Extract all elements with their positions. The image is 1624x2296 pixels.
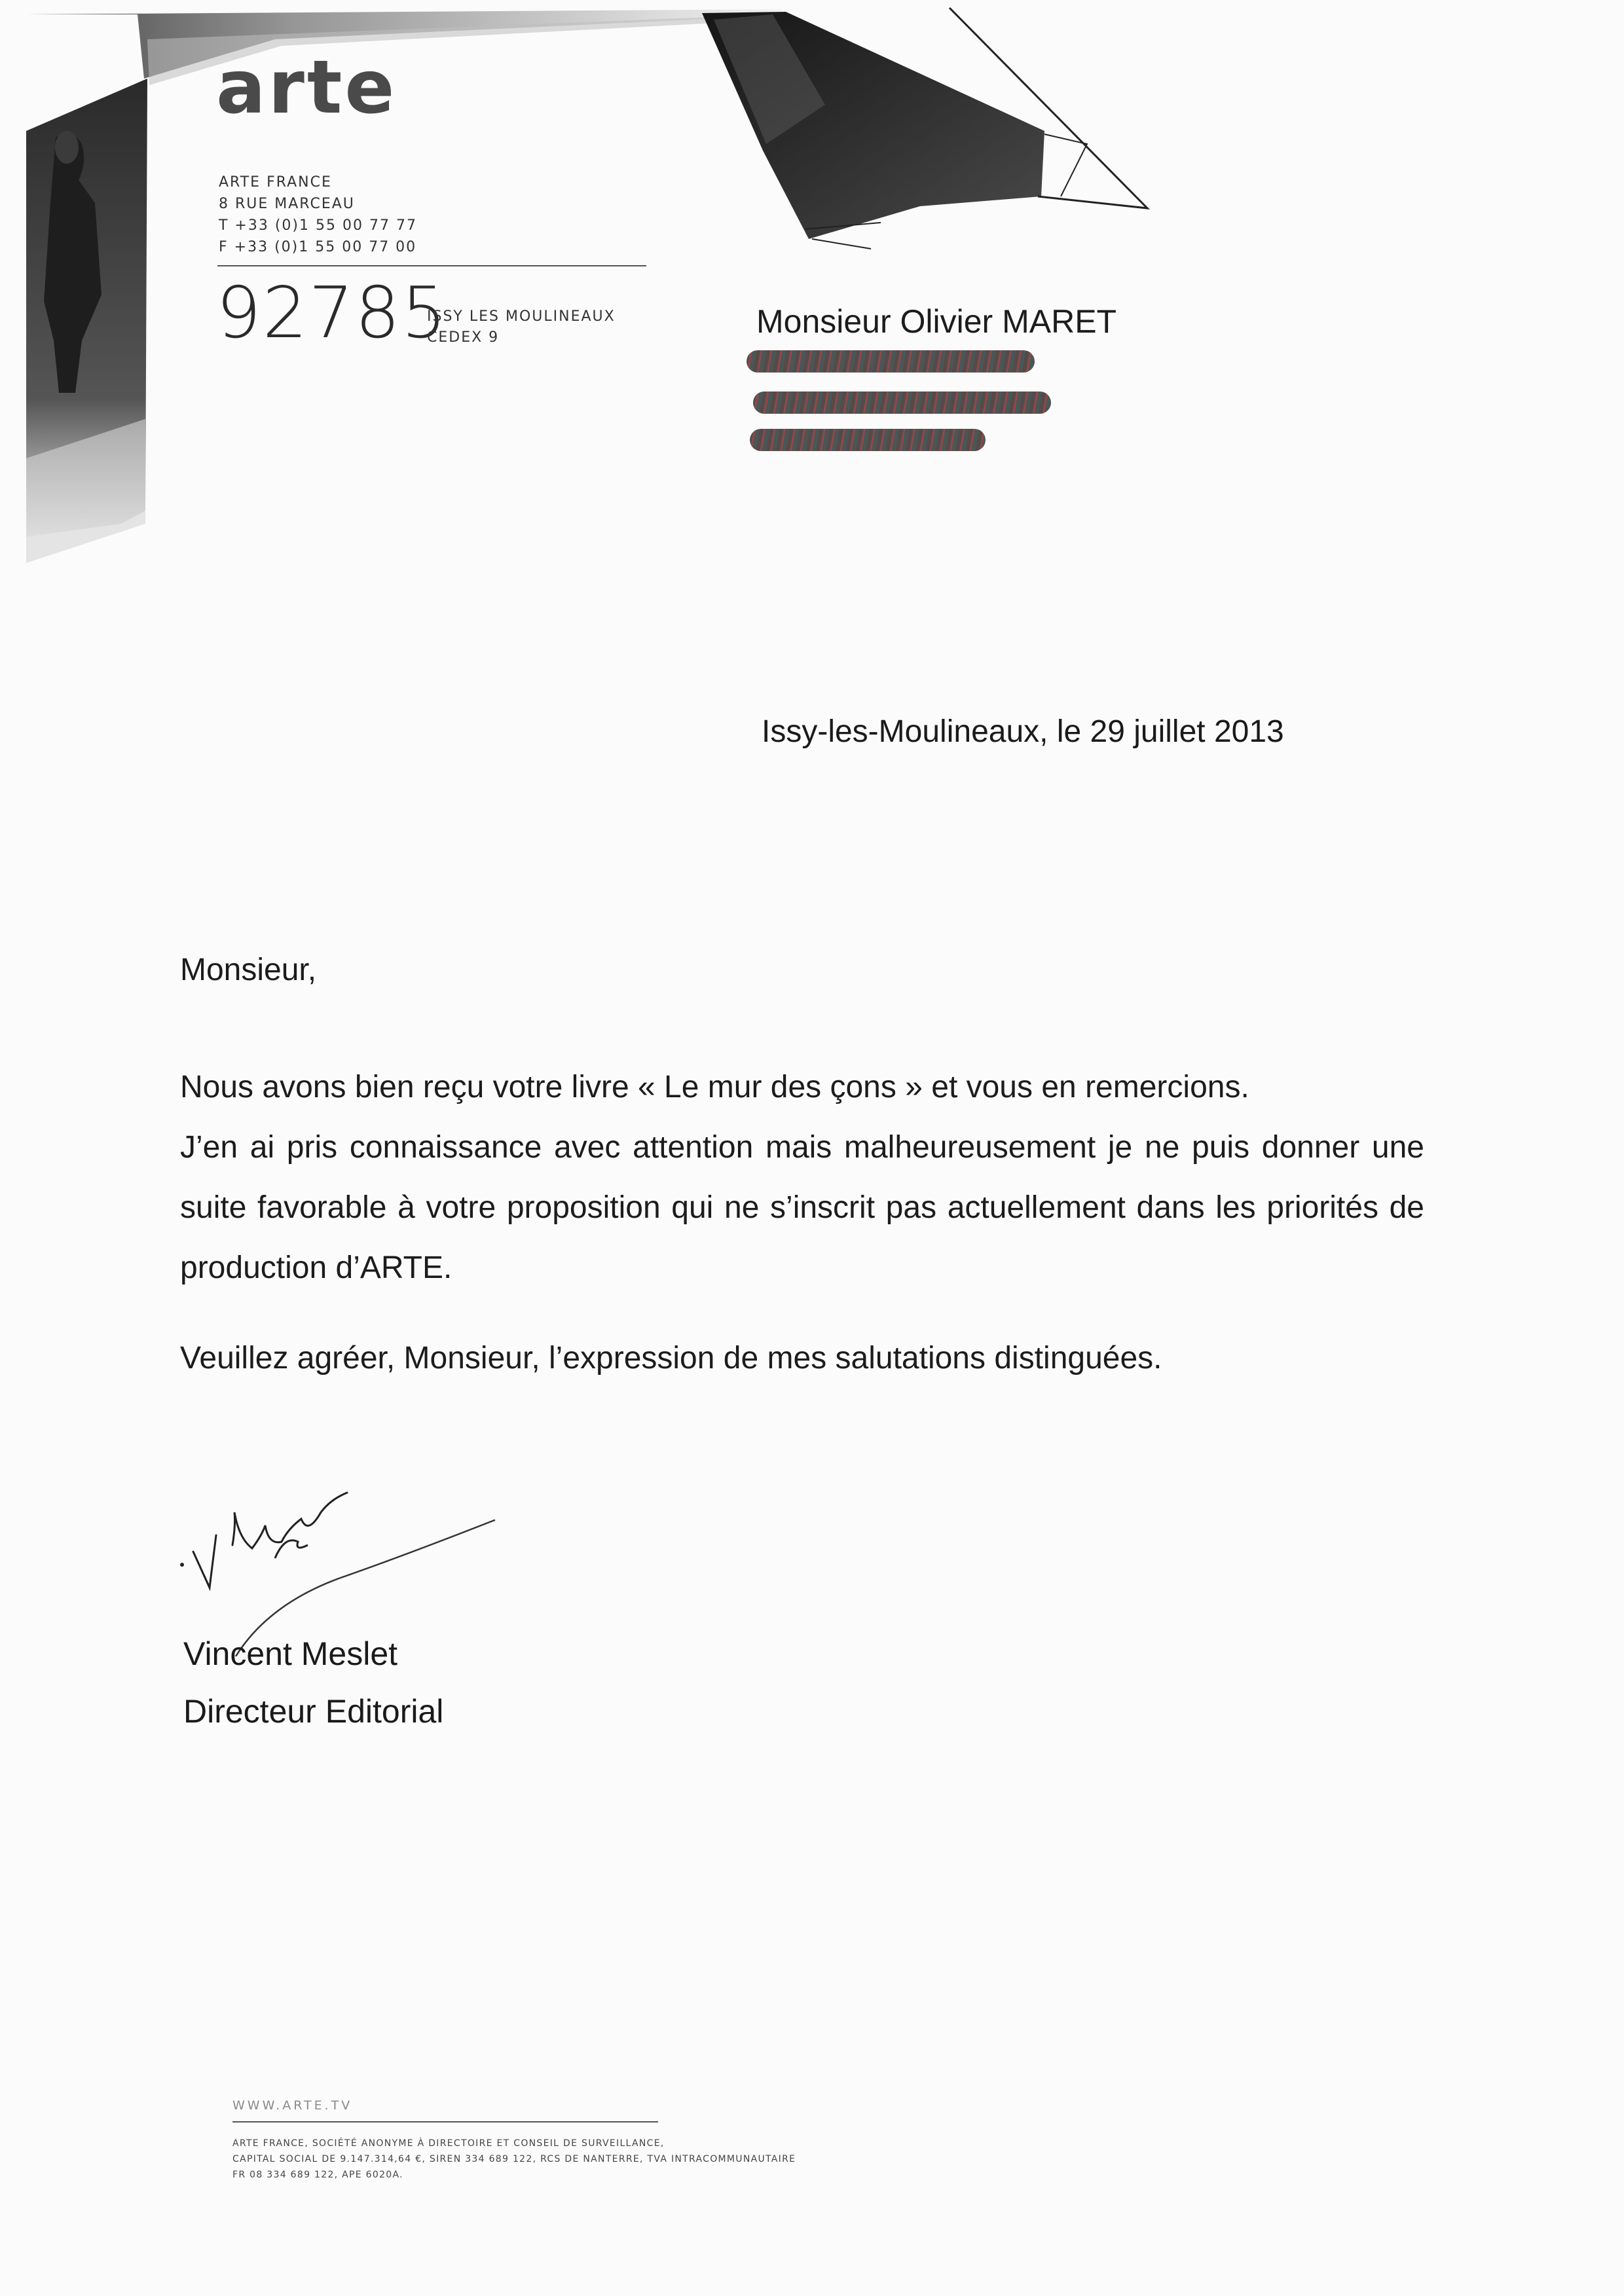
date-line: Issy-les-Moulineaux, le 29 juillet 2013 bbox=[762, 714, 1284, 749]
phone-line: T +33 (0)1 55 00 77 77 bbox=[219, 217, 417, 234]
paragraph: Nous avons bien reçu votre livre « Le mur des çons » et vous en remercions. bbox=[180, 1070, 1249, 1104]
city-block bbox=[427, 306, 616, 348]
address-line: ARTE FRANCE bbox=[219, 174, 332, 191]
recipient-name: Monsieur Olivier MARET bbox=[756, 303, 1117, 340]
paragraph: J’en ai pris connaissance avec attention mais malheureusement je ne puis donner une suite favorable à votre proposition qui ne s’inscrit pas actuellement dans les priorités de production d’ARTE. bbox=[180, 1130, 1424, 1285]
redacted-address-line bbox=[747, 350, 1035, 373]
letterhead-artwork bbox=[0, 0, 1179, 589]
postcode: 92785 bbox=[216, 272, 448, 354]
letter-body bbox=[180, 1057, 1424, 1298]
closing-formula: Veuillez agréer, Monsieur, l’expression de mes salutations distinguées. bbox=[180, 1341, 1162, 1376]
footer-website: WWW.ARTE.TV bbox=[232, 2098, 353, 2113]
arte-logo: arte bbox=[216, 45, 397, 130]
legal-line: ARTE FRANCE, SOCIÉTÉ ANONYME À DIRECTOIRE ET CONSEIL DE SURVEILLANCE, bbox=[232, 2138, 665, 2149]
footer-divider bbox=[232, 2121, 658, 2123]
city-line: ISSY LES MOULINEAUX bbox=[427, 308, 616, 325]
legal-notice bbox=[232, 2136, 887, 2183]
signer-block bbox=[183, 1625, 443, 1740]
redacted-address-line bbox=[753, 392, 1051, 414]
legal-line: FR 08 334 689 122, APE 6020A. bbox=[232, 2170, 403, 2180]
signer-title: Directeur Editorial bbox=[183, 1693, 444, 1730]
signer-name: Vincent Meslet bbox=[183, 1635, 398, 1672]
redacted-address-line bbox=[750, 429, 986, 451]
address-line: 8 RUE MARCEAU bbox=[219, 196, 355, 212]
legal-line: CAPITAL SOCIAL DE 9.147.314,64 €, SIREN 334 689 122, RCS DE NANTERRE, TVA INTRACOMMUNAUTAIRE bbox=[232, 2154, 796, 2164]
cedex-line: CEDEX 9 bbox=[427, 329, 500, 346]
address-divider bbox=[217, 265, 646, 266]
salutation: Monsieur, bbox=[180, 953, 317, 987]
sender-address bbox=[219, 172, 417, 258]
fax-line: F +33 (0)1 55 00 77 00 bbox=[219, 239, 417, 255]
